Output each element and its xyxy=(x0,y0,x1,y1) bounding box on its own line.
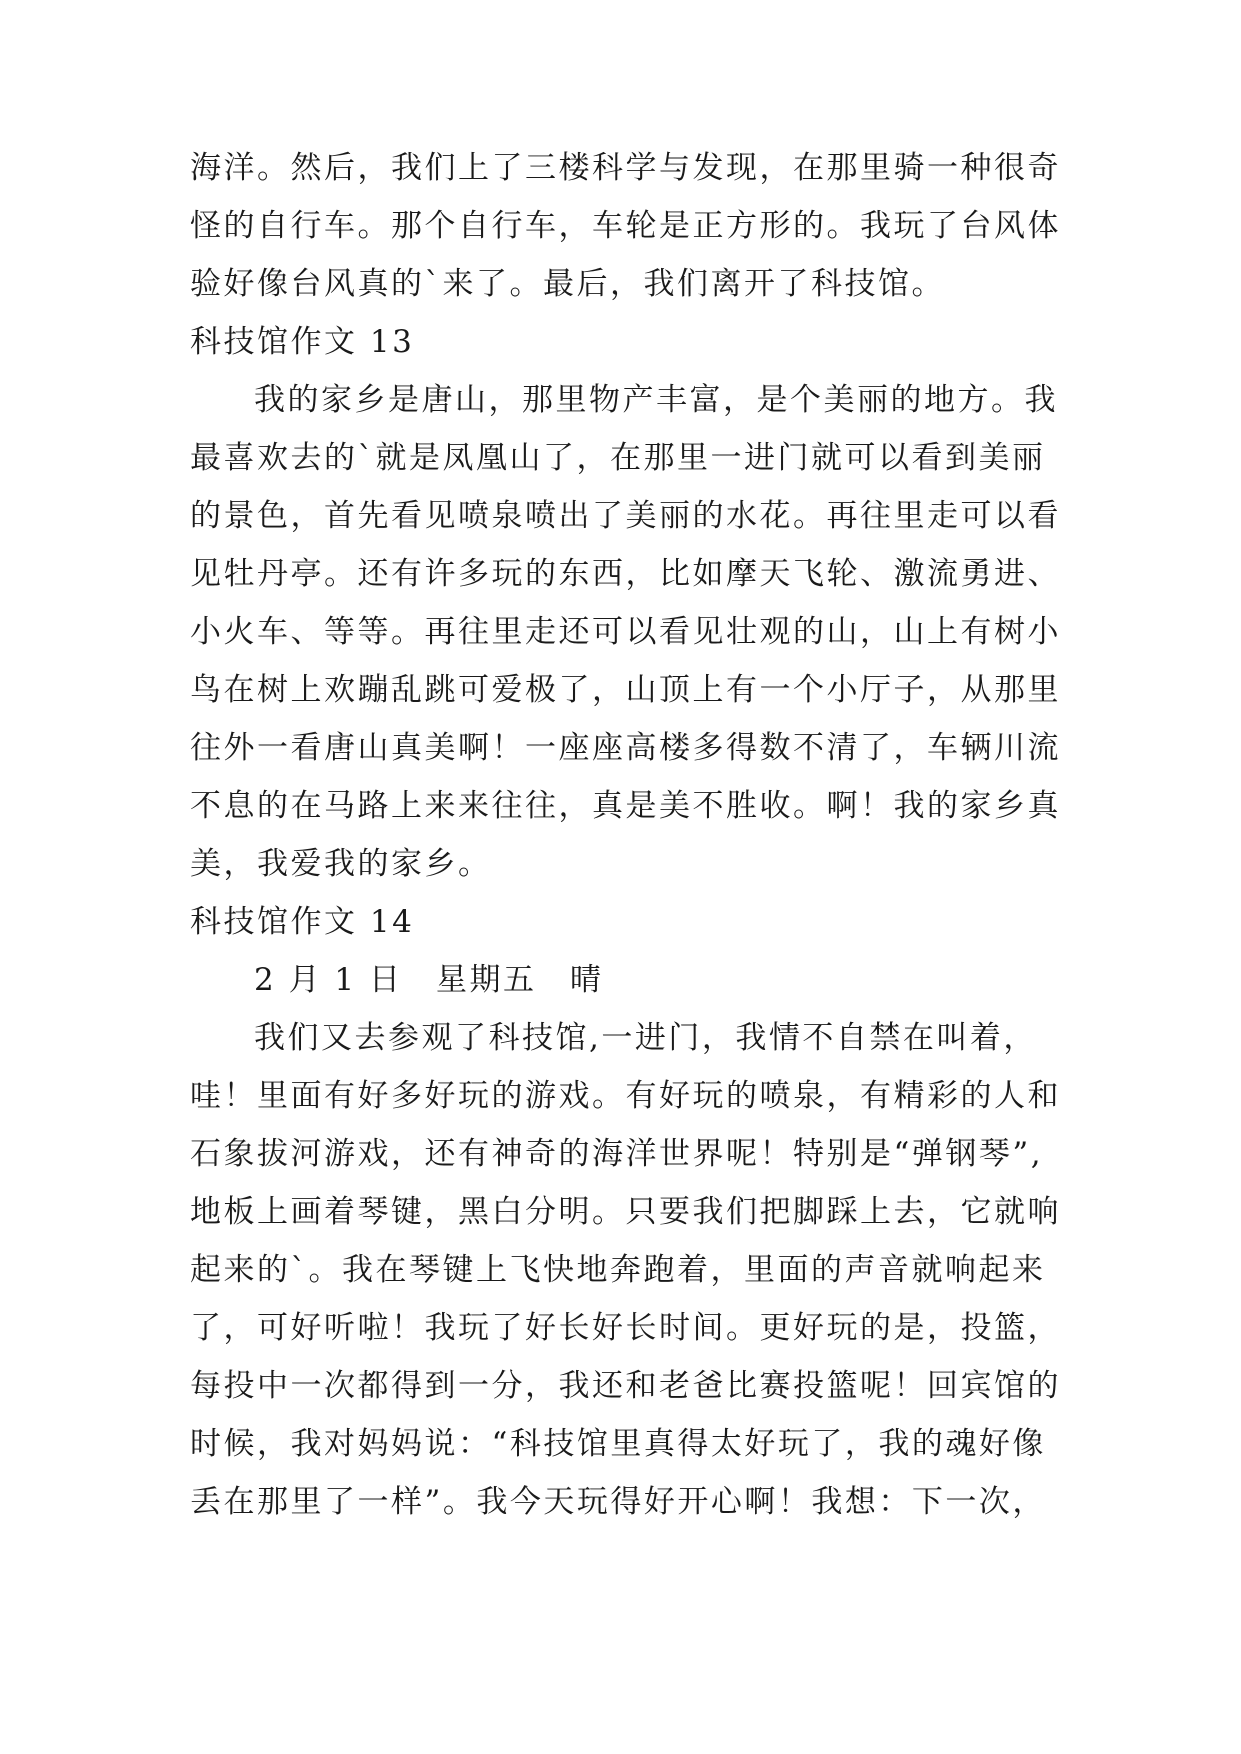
paragraph-line: 我的家乡是唐山，那里物产丰富，是个美丽的地方。我 xyxy=(254,382,1058,418)
paragraph-line: 往外一看唐山真美啊！一座座高楼多得数不清了，车辆川流 xyxy=(190,730,1061,766)
paragraph-line: 鸟在树上欢蹦乱跳可爱极了，山顶上有一个小厅子，从那里 xyxy=(190,672,1061,708)
paragraph-line: 见牡丹亭。还有许多玩的东西，比如摩天飞轮、激流勇进、 xyxy=(190,556,1061,592)
section-heading: 科技馆作文 14 xyxy=(190,904,415,940)
paragraph-line: 不息的在马路上来来往往，真是美不胜收。啊！我的家乡真 xyxy=(190,788,1061,824)
paragraph-line: 怪的自行车。那个自行车，车轮是正方形的。我玩了台风体 xyxy=(190,208,1061,244)
paragraph-line: 我们又去参观了科技馆,一进门，我情不自禁在叫着， xyxy=(254,1020,1037,1056)
paragraph-line: 海洋。然后，我们上了三楼科学与发现，在那里骑一种很奇 xyxy=(190,150,1061,186)
paragraph-line: 起来的`。我在琴键上飞快地奔跑着，里面的声音就响起来 xyxy=(190,1252,1046,1288)
paragraph-line: 哇！里面有好多好玩的游戏。有好玩的喷泉，有精彩的人和 xyxy=(190,1078,1061,1114)
paragraph-line: 石象拔河游戏，还有神奇的海洋世界呢！特别是“弹钢琴”, xyxy=(190,1136,1044,1172)
section-heading: 科技馆作文 13 xyxy=(190,324,415,360)
date-line: 2 月 1 日 星期五 晴 xyxy=(254,962,604,998)
paragraph-line: 每投中一次都得到一分，我还和老爸比赛投篮呢！回宾馆的 xyxy=(190,1368,1061,1404)
paragraph-line: 地板上画着琴键，黑白分明。只要我们把脚踩上去，它就响 xyxy=(190,1194,1061,1230)
paragraph-line: 小火车、等等。再往里走还可以看见壮观的山，山上有树小 xyxy=(190,614,1061,650)
paragraph-line: 的景色，首先看见喷泉喷出了美丽的水花。再往里走可以看 xyxy=(190,498,1061,534)
paragraph-line: 验好像台风真的`来了。最后，我们离开了科技馆。 xyxy=(190,266,945,302)
paragraph-line: 最喜欢去的`就是凤凰山了，在那里一进门就可以看到美丽 xyxy=(190,440,1046,476)
paragraph-line: 了，可好听啦！我玩了好长好长时间。更好玩的是，投篮， xyxy=(190,1310,1061,1346)
paragraph-line: 美，我爱我的家乡。 xyxy=(190,846,492,882)
paragraph-line: 时候，我对妈妈说：“科技馆里真得太好玩了，我的魂好像 xyxy=(190,1426,1046,1462)
paragraph-line: 丢在那里了一样”。我今天玩得好开心啊！我想：下一次， xyxy=(190,1484,1046,1520)
